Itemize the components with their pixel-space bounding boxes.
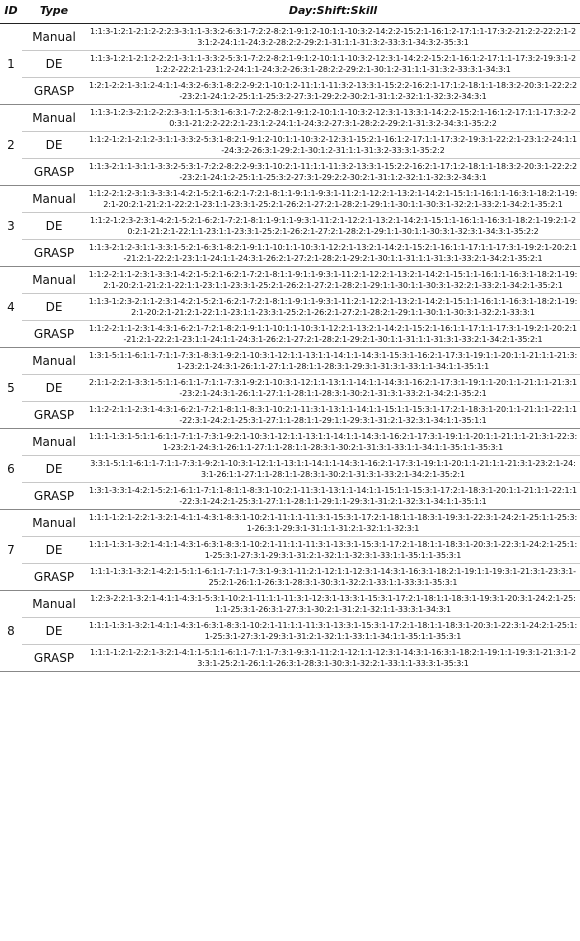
table-row [0, 348, 580, 375]
schedule-assignments: 1:1:2-1:2:1-2:1:2-3:1:1-3:3:2-5:3:1-8:2:1-9:1:2-10:1:1-10:3:2-12:3:1-15:2:1-16:1:2-17:1:1-17:3:2-19:3:1-22:2:1-23:1:2-24:1:1-24:3:2-26:3:1-29:2:1-30:1:2-31:1:1-31:3:2-33:3:1-35:2:2 [86, 132, 580, 159]
table-row [0, 591, 580, 618]
table-row [0, 267, 580, 294]
schedule-assignments: 1:1:1-1:3:1-5:1:1-6:1:1-7:1:1-7:3:1-9:2:1-10:3:1-12:1:1-13:1:1-14:1:1-14:3:1-16:2:1-17:3:1-19:1:1-20:1:1-21:1:1-21:3:1-22:3:1-23:2:1-24:3:1-26:1:1-27:1:1-28:1:1-28:3:1-30:2:1-31:3:1-33:1:1-34:1:1-35:1:1-35:3:1 [86, 429, 580, 456]
table-row [0, 51, 580, 78]
schedule-assignments: 1:1:3-1:2:3-2:1:2-2:2:3-3:1:1-5:3:1-6:3:1-7:2:2-8:2:1-9:1:2-10:1:1-10:3:2-12:3:1-13:3:1-14:2:2-15:2:1-16:1:2-17:1:1-17:3:2-20:3:1-21:2:2-22:2:1-23:1:2-24:1:1-24:3:2-27:3:1-28:2:2-29:2:1-31:3:2-34:3:1-35:2:2 [86, 105, 580, 132]
header-row [0, 0, 580, 24]
method-type: DE [22, 456, 86, 483]
table-row [0, 618, 580, 645]
table-row [0, 429, 580, 456]
schedule-assignments: 1:1:2-2:1:1-2:3:1-4:3:1-6:2:1-7:2:1-8:1:1-8:3:1-10:2:1-11:3:1-13:1:1-14:1:1-15:1:1-15:3:1-17:2:1-18:3:1-20:1:1-21:1:1-22:1:1-22:3:1-24:2:1-25:3:1-27:1:1-28:1:1-29:1:1-29:3:1-31:2:1-32:3:1-34:1:1-35:1:1 [86, 402, 580, 429]
schedule-assignments: 1:1:1-1:3:1-3:2:1-4:1:1-4:3:1-6:3:1-8:3:1-10:2:1-11:1:1-11:3:1-13:3:1-15:3:1-17:2:1-18:1:1-18:3:1-20:3:1-22:3:1-24:2:1-25:1:1-25:3:1-27:3:1-29:3:1-31:2:1-32:1:1-33:1:1-34:1:1-35:1:1-35:3:1 [86, 618, 580, 645]
method-type: Manual [22, 429, 86, 456]
method-type: Manual [22, 591, 86, 618]
method-type: Manual [22, 510, 86, 537]
schedule-assignments: 1:1:1-1:2:1-2:2:1-3:2:1-4:1:1-5:1:1-6:1:1-7:1:1-7:3:1-9:3:1-11:2:1-12:1:1-12:3:1-14:3:1-16:3:1-18:2:1-19:1:1-19:3:1-21:3:1-23:3:1-25:2:1-26:1:1-26:3:1-28:3:1-30:3:1-32:2:1-33:1:1-33:3:1-35:3:1 [86, 645, 580, 672]
table-row [0, 564, 580, 591]
table-row [0, 402, 580, 429]
method-type: Manual [22, 186, 86, 213]
method-type: GRASP [22, 402, 86, 429]
table-row [0, 24, 580, 51]
table-row [0, 186, 580, 213]
method-type: DE [22, 51, 86, 78]
instance-id: 4 [0, 267, 22, 348]
method-type: GRASP [22, 321, 86, 348]
table-row [0, 78, 580, 105]
schedule-assignments: 1:1:1-1:3:1-3:2:1-4:2:1-5:1:1-6:1:1-7:1:1-7:3:1-9:3:1-11:2:1-12:1:1-12:3:1-14:3:1-16:3:1-18:2:1-19:1:1-19:3:1-21:3:1-23:3:1-25:2:1-26:1:1-26:3:1-28:3:1-30:3:1-32:2:1-33:1:1-33:3:1-35:3:1 [86, 564, 580, 591]
method-type: GRASP [22, 78, 86, 105]
table-row [0, 132, 580, 159]
table-row [0, 294, 580, 321]
schedule-assignments: 1:2:3-2:2:1-3:2:1-4:1:1-4:3:1-5:3:1-10:2:1-11:1:1-11:3:1-12:3:1-13:3:1-15:3:1-17:2:1-18:1:1-18:3:1-19:3:1-20:3:1-24:2:1-25:1:1-25:3:1-26:3:1-27:3:1-30:2:1-31:2:1-32:1:1-33:3:1-34:3:1 [86, 591, 580, 618]
method-type: DE [22, 375, 86, 402]
instance-id: 2 [0, 105, 22, 186]
schedule-assignments: 1:1:3-2:1:2-3:1:1-3:3:1-5:2:1-6:3:1-8:2:1-9:1:1-10:1:1-10:3:1-12:2:1-13:2:1-14:2:1-15:2:1-16:1:1-17:1:1-17:3:1-19:2:1-20:2:1-21:2:1-22:2:1-23:1:1-24:1:1-24:3:1-26:2:1-27:2:1-28:2:1-29:2:1-30:1:1-31:1:1-31:3:1-33:2:1-34:2:1-35:2:1 [86, 240, 580, 267]
schedule-assignments: 1:2:1-2:2:1-3:1:2-4:1:1-4:3:2-6:3:1-8:2:2-9:2:1-10:1:2-11:1:1-11:3:2-13:3:1-15:2:2-16:2:1-17:1:2-18:1:1-18:3:2-20:3:1-22:2:2-23:2:1-24:1:2-25:1:1-25:3:2-27:3:1-29:2:2-30:2:1-31:1:2-32:1:1-32:3:2-34:3:1 [86, 78, 580, 105]
method-type: DE [22, 618, 86, 645]
schedule-assignments: 1:1:2-1:2:3-2:3:1-4:2:1-5:2:1-6:2:1-7:2:1-8:1:1-9:1:1-9:3:1-11:2:1-12:2:1-13:2:1-14:2:1-15:1:1-16:1:1-16:3:1-18:2:1-19:2:1-20:2:1-21:2:1-22:1:1-23:1:1-23:3:1-25:2:1-26:2:1-27:2:1-28:2:1-29:1:1-30:1:1-30:3:1-32:3:1-34:3:1-35:2:2 [86, 213, 580, 240]
schedule-assignments: 1:3:1-3:3:1-4:2:1-5:2:1-6:1:1-7:1:1-8:1:1-8:3:1-10:2:1-11:3:1-13:1:1-14:1:1-15:1:1-15:3:1-17:2:1-18:3:1-20:1:1-21:1:1-22:1:1-22:3:1-24:2:1-25:3:1-27:1:1-28:1:1-29:1:1-29:3:1-31:2:1-32:3:1-34:1:1-35:1:1 [86, 483, 580, 510]
table-row [0, 537, 580, 564]
instance-id: 6 [0, 429, 22, 510]
header-id: ID [0, 0, 22, 24]
table-row [0, 105, 580, 132]
instance-id: 5 [0, 348, 22, 429]
table-body [0, 24, 580, 672]
schedule-assignments: 3:3:1-5:1:1-6:1:1-7:1:1-7:3:1-9:2:1-10:3:1-12:1:1-13:1:1-14:1:1-14:3:1-16:2:1-17:3:1-19:1:1-20:1:1-21:1:1-21:3:1-23:2:1-24:3:1-26:1:1-27:1:1-28:1:1-28:3:1-30:2:1-31:3:1-33:2:1-34:2:1-35:2:1 [86, 456, 580, 483]
instance-id: 1 [0, 24, 22, 105]
method-type: GRASP [22, 240, 86, 267]
header-type: Type [22, 0, 86, 24]
method-type: DE [22, 294, 86, 321]
method-type: GRASP [22, 159, 86, 186]
method-type: GRASP [22, 564, 86, 591]
schedule-assignments: 1:1:2-2:1:1-2:3:1-3:3:1-4:2:1-5:2:1-6:2:1-7:2:1-8:1:1-9:1:1-9:3:1-11:2:1-12:2:1-13:2:1-14:2:1-15:1:1-16:1:1-16:3:1-18:2:1-19:2:1-20:2:1-21:2:1-22:1:1-23:1:1-23:3:1-25:2:1-26:2:1-27:2:1-28:2:1-29:1:1-30:1:1-30:3:1-32:2:1-33:2:1-34:2:1-35:2:1 [86, 267, 580, 294]
method-type: Manual [22, 348, 86, 375]
table-row [0, 240, 580, 267]
method-type: Manual [22, 24, 86, 51]
method-type: GRASP [22, 645, 86, 672]
schedule-assignments: 1:1:3-2:1:1-3:1:1-3:3:2-5:3:1-7:2:2-8:2:2-9:3:1-10:2:1-11:1:1-11:3:2-13:3:1-15:2:2-16:2:1-17:1:2-18:1:1-18:3:2-20:3:1-22:2:2-23:2:1-24:1:2-25:1:1-25:3:2-27:3:1-29:2:2-30:2:1-31:1:2-32:1:1-32:3:2-34:3:1 [86, 159, 580, 186]
instance-id: 3 [0, 186, 22, 267]
header-day-shift-skill: Day:Shift:Skill [86, 0, 580, 24]
table-row [0, 159, 580, 186]
table-row [0, 510, 580, 537]
schedule-assignments: 1:1:3-1:2:3-2:1:1-2:3:1-4:2:1-5:2:1-6:2:1-7:2:1-8:1:1-9:1:1-9:3:1-11:2:1-12:2:1-13:2:1-14:2:1-15:1:1-16:1:1-16:3:1-18:2:1-19:2:1-20:2:1-21:2:1-22:1:1-23:1:1-23:3:1-25:2:1-26:2:1-27:2:1-28:2:1-29:1:1-30:1:1-30:3:1-32:2:1-33:3:1 [86, 294, 580, 321]
method-type: GRASP [22, 483, 86, 510]
table-row [0, 645, 580, 672]
schedule-assignments: 1:1:2-2:1:2-3:1:3-3:3:1-4:2:1-5:2:1-6:2:1-7:2:1-8:1:1-9:1:1-9:3:1-11:2:1-12:2:1-13:2:1-14:2:1-15:1:1-16:1:1-16:3:1-18:2:1-19:2:1-20:2:1-21:2:1-22:2:1-23:1:1-23:3:1-25:2:1-26:2:1-27:2:1-28:2:1-29:1:1-30:1:1-30:3:1-32:2:1-33:2:1-34:2:1-35:2:1 [86, 186, 580, 213]
schedule-assignments: 1:1:2-2:1:1-2:3:1-4:3:1-6:2:1-7:2:1-8:2:1-9:1:1-10:1:1-10:3:1-12:2:1-13:2:1-14:2:1-15:2:1-16:1:1-17:1:1-17:3:1-19:2:1-20:2:1-21:2:1-22:2:1-23:1:1-24:1:1-24:3:1-26:2:1-27:2:1-28:2:1-29:2:1-30:1:1-31:1:1-31:3:1-33:2:1-34:2:1-35:2:1 [86, 321, 580, 348]
instance-id: 7 [0, 510, 22, 591]
schedule-assignments: 1:1:3-1:2:1-2:1:2-2:2:1-3:1:1-3:3:2-5:3:1-7:2:2-8:2:1-9:1:2-10:1:1-10:3:2-12:3:1-14:2:2-15:2:1-16:1:2-17:1:1-17:3:2-19:3:1-21:2:2-22:2:1-23:1:2-24:1:1-24:3:2-26:3:1-28:2:2-29:2:1-30:1:2-31:1:1-31:3:2-33:3:1-34:3:1 [86, 51, 580, 78]
schedule-assignments: 1:3:1-5:1:1-6:1:1-7:1:1-7:3:1-8:3:1-9:2:1-10:3:1-12:1:1-13:1:1-14:1:1-14:3:1-15:3:1-16:2:1-17:3:1-19:1:1-20:1:1-21:1:1-21:3:1-23:2:1-24:3:1-26:1:1-27:1:1-28:1:1-28:3:1-29:3:1-31:3:1-33:1:1-34:1:1-35:1:1 [86, 348, 580, 375]
table-header [0, 0, 580, 24]
method-type: DE [22, 132, 86, 159]
method-type: Manual [22, 105, 86, 132]
schedule-assignments: 2:1:1-2:2:1-3:3:1-5:1:1-6:1:1-7:1:1-7:3:1-9:2:1-10:3:1-12:1:1-13:1:1-14:1:1-14:3:1-16:2:1-17:3:1-19:1:1-20:1:1-21:1:1-21:3:1-23:2:1-24:3:1-26:1:1-27:1:1-28:1:1-28:3:1-30:2:1-31:3:1-33:2:1-34:2:1-35:2:1 [86, 375, 580, 402]
table-row [0, 456, 580, 483]
schedule-assignments: 1:1:3-1:2:1-2:1:2-2:2:3-3:1:1-3:3:2-6:3:1-7:2:2-8:2:1-9:1:2-10:1:1-10:3:2-14:2:2-15:2:1-16:1:2-17:1:1-17:3:2-21:2:2-22:2:1-23:1:2-24:1:1-24:3:2-28:2:2-29:2:1-31:1:1-31:3:2-33:3:1-34:3:2-35:3:1 [86, 24, 580, 51]
method-type: DE [22, 537, 86, 564]
table-row [0, 213, 580, 240]
schedule-assignments: 1:1:1-1:3:1-3:2:1-4:1:1-4:3:1-6:3:1-8:3:1-10:2:1-11:1:1-11:3:1-13:3:1-15:3:1-17:2:1-18:1:1-18:3:1-20:3:1-22:3:1-24:2:1-25:1:1-25:3:1-27:3:1-29:3:1-31:2:1-32:1:1-32:3:1-33:1:1-35:1:1-35:3:1 [86, 537, 580, 564]
table-row [0, 375, 580, 402]
schedule-assignments: 1:1:1-1:2:1-2:2:1-3:2:1-4:1:1-4:3:1-8:3:1-10:2:1-11:1:1-11:3:1-15:3:1-17:2:1-18:1:1-18:3:1-19:3:1-22:3:1-24:2:1-25:1:1-25:3:1-26:3:1-29:3:1-31:1:1-31:2:1-32:1:1-32:3:1 [86, 510, 580, 537]
instance-id: 8 [0, 591, 22, 672]
method-type: Manual [22, 267, 86, 294]
table-row [0, 321, 580, 348]
table-row [0, 483, 580, 510]
method-type: DE [22, 213, 86, 240]
